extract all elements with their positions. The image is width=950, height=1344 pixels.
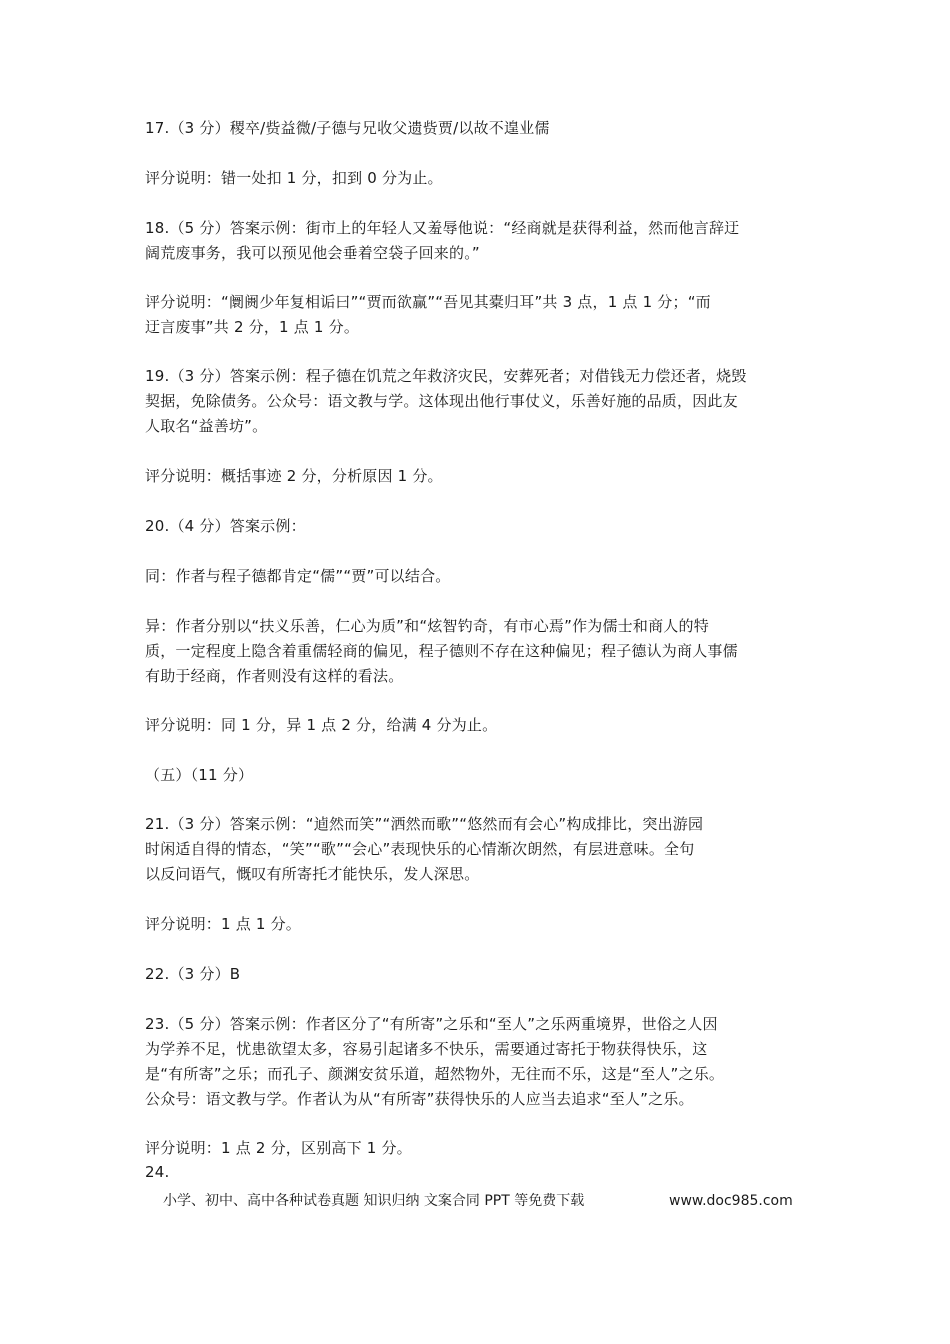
text-line: 为学养不足，忧患欲望太多，容易引起诸多不快乐，需要通过寄托于物获得快乐，这 — [145, 1040, 708, 1058]
q23-scoring-note — [145, 1136, 815, 1161]
text-line: 有助于经商，作者则没有这样的看法。 — [145, 667, 404, 685]
text-line: 21.（3 分）答案示例：“逌然而笑”“洒然而歌”“悠然而有会心”构成排比，突出游园 — [145, 815, 704, 833]
text-line: 是“有所寄”之乐；而孔子、颜渊安贫乐道，超然物外，无往而不乐，这是“至人”之乐。 — [145, 1065, 725, 1083]
text-line: 时闲适自得的情态，“笑”“歌”“会心”表现快乐的心情渐次朗然，有层进意味。全句 — [145, 840, 695, 858]
q20-similarity — [145, 564, 815, 589]
section-5-heading — [145, 763, 815, 788]
text-line: 评分说明：1 点 1 分。 — [145, 915, 301, 933]
q20-scoring-note — [145, 713, 815, 738]
text-line: 评分说明：概括事迹 2 分，分析原因 1 分。 — [145, 467, 443, 485]
text-line: 以反问语气，慨叹有所寄托才能快乐，发人深思。 — [145, 865, 480, 883]
text-line: （五）（11 分） — [145, 766, 254, 784]
text-line: 异：作者分别以“扶义乐善，仁心为质”和“炫智钓奇，有市心焉”作为儒士和商人的特 — [145, 617, 709, 635]
q18-answer — [145, 216, 815, 266]
q20-difference — [145, 614, 815, 689]
text-line: 迂言废事”共 2 分，1 点 1 分。 — [145, 318, 360, 336]
text-line: 质，一定程度上隐含着重儒轻商的偏见，程子德则不存在这种偏见；程子德认为商人事儒 — [145, 642, 738, 660]
text-line: 公众号：语文教与学。作者认为从“有所寄”获得快乐的人应当去追求“至人”之乐。 — [145, 1090, 694, 1108]
q22-answer — [145, 962, 815, 987]
text-line: 23.（5 分）答案示例：作者区分了“有所寄”之乐和“至人”之乐两重境界，世俗之人因 — [145, 1015, 718, 1033]
text-line: 22.（3 分）B — [145, 965, 241, 983]
text-line: 20.（4 分）答案示例： — [145, 517, 306, 535]
text-line: 评分说明：“阛阓少年复相诟曰”“贾而欲赢”“吾见其橐归耳”共 3 点，1 点 1 分；“而 — [145, 293, 711, 311]
text-line: 阔荒废事务，我可以预见他会垂着空袋子回来的。” — [145, 244, 480, 262]
text-line: 人取名“益善坊”。 — [145, 417, 268, 435]
text-line: 19.（3 分）答案示例：程子德在饥荒之年救济灾民，安葬死者；对借钱无力偿还者，烧毁 — [145, 367, 747, 385]
text-line: 评分说明：1 点 2 分，区别高下 1 分。 — [145, 1139, 412, 1157]
footer-text: 小学、初中、高中各种试卷真题 知识归纳 文案合同 PPT 等免费下载 — [163, 1193, 585, 1209]
q20-answer — [145, 514, 815, 539]
q21-answer — [145, 812, 815, 887]
q21-scoring-note — [145, 912, 815, 937]
page-footer — [163, 1190, 803, 1212]
q24-label — [145, 1160, 815, 1185]
footer-website-link[interactable]: www.doc985.com — [669, 1193, 793, 1209]
q18-scoring-note — [145, 290, 815, 340]
q19-scoring-note — [145, 464, 815, 489]
text-line: 契据，免除债务。公众号：语文教与学。这体现出他行事仗义，乐善好施的品质，因此友 — [145, 392, 738, 410]
text-line: 同：作者与程子德都肯定“儒”“贾”可以结合。 — [145, 567, 451, 585]
q23-answer — [145, 1012, 815, 1112]
q17-answer — [145, 116, 815, 141]
text-line: 评分说明：错一处扣 1 分，扣到 0 分为止。 — [145, 169, 443, 187]
text-line: 17.（3 分）稷卒/赀益微/子德与兄收父遗赀贾/以故不遑业儒 — [145, 119, 550, 137]
text-line: 18.（5 分）答案示例：街市上的年轻人又羞辱他说：“经商就是获得利益，然而他言辞迂 — [145, 219, 740, 237]
q19-answer — [145, 364, 815, 439]
q17-scoring-note — [145, 166, 815, 191]
text-line: 评分说明：同 1 分，异 1 点 2 分，给满 4 分为止。 — [145, 716, 498, 734]
text-line: 24. — [145, 1163, 170, 1181]
